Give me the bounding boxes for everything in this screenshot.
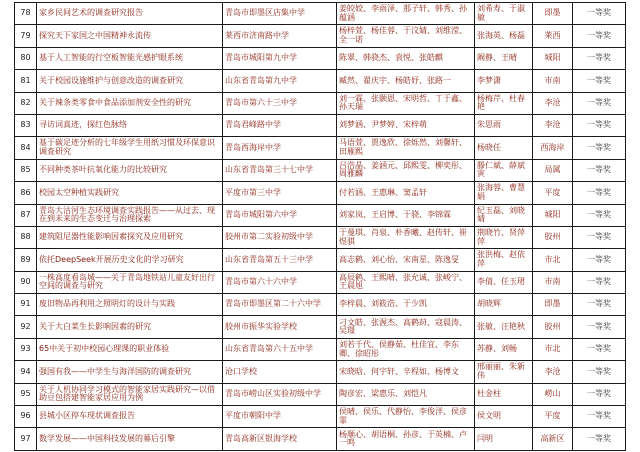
table-row [15, 361, 626, 383]
school-name: 山东省青岛第九中学 [223, 70, 337, 92]
row-number: 81 [15, 70, 37, 92]
row-number: 84 [15, 137, 37, 159]
student-names: 臧然、翟庆宇、杨皓妤、张路一 [337, 70, 475, 92]
district: 莱西 [533, 25, 573, 47]
school-name: 青岛高新区银海学校 [223, 428, 337, 450]
row-number: 97 [15, 428, 37, 450]
award-level: 一等奖 [573, 383, 626, 405]
student-names: 刘梦涵、尹梦婷、宋梓萌 [337, 114, 475, 136]
award-level: 一等奖 [573, 47, 626, 69]
table-row [15, 182, 626, 204]
award-table-body [15, 3, 626, 451]
advisor-names: 荆晓竹、贤萍萍 [475, 226, 533, 248]
table-row [15, 25, 626, 47]
student-names: 付若涵、王惠琳、窦孟轩 [337, 182, 475, 204]
district: 李沧 [533, 361, 573, 383]
project-title: 家乡民间艺术的调查研究报告 [37, 3, 223, 25]
school-name: 胶州市振华实验学校 [223, 316, 337, 338]
project-title: 关于校园设施维护与创意改造的调查研究 [37, 70, 223, 92]
advisor-names: 纪玉磊、刘晓婧 [475, 204, 533, 226]
district: 胶州 [533, 316, 573, 338]
student-names: 高志鹤、刘心怡、宋南星、陈逸旻 [337, 249, 475, 271]
table-row [15, 294, 626, 316]
school-name: 平度市第三中学 [223, 182, 337, 204]
award-level: 一等奖 [573, 338, 626, 360]
district: 即墨 [533, 3, 573, 25]
advisor-names: 阚静、王晴 [475, 47, 533, 69]
award-level: 一等奖 [573, 316, 626, 338]
district: 局属 [533, 159, 573, 181]
project-title: 县城小区停车现状调查报告 [37, 406, 223, 428]
table-row [15, 70, 626, 92]
advisor-names: 胡晓辉 [475, 294, 533, 316]
district: 李沧 [533, 114, 573, 136]
student-names: 刁文皓、张渥杰、高鹤莳、寇晨涛、吴璟 [337, 316, 475, 338]
table-row [15, 137, 626, 159]
district: 市北 [533, 249, 573, 271]
advisor-names: 刘希寿、于淑敏 [475, 3, 533, 25]
project-title: 强国有我——中学生与海洋国防的调查研究 [37, 361, 223, 383]
district: 城阳 [533, 47, 573, 69]
row-number: 83 [15, 114, 37, 136]
school-name: 山东省青岛第三十七中学 [223, 159, 337, 181]
school-name: 莱西市济南路中学 [223, 25, 337, 47]
school-name: 胶州市第二实验初级中学 [223, 226, 337, 248]
advisor-names: 李梦潇 [475, 70, 533, 92]
advisor-names: 杨晓任 [475, 137, 533, 159]
student-names: 刘一霖、张颢恩、宋明哲、丁于鑫、孙天瑞 [337, 92, 475, 114]
row-number: 92 [15, 316, 37, 338]
school-name: 青岛市城阳第九中学 [223, 47, 337, 69]
project-title: 关于大白菜生长影响因素的研究 [37, 316, 223, 338]
row-number: 86 [15, 182, 37, 204]
project-title: 基于人工智能的行空板智能光感护眼系统 [37, 47, 223, 69]
project-title: 建筑阻尼器性能影响因素探究及应用研究 [37, 226, 223, 248]
row-number: 94 [15, 361, 37, 383]
table-row [15, 249, 626, 271]
award-level: 一等奖 [573, 182, 626, 204]
award-level: 一等奖 [573, 137, 626, 159]
table-row [15, 159, 626, 181]
advisor-names: 朱思雨 [475, 114, 533, 136]
school-name: 青岛市第六十三中学 [223, 92, 337, 114]
table-row [15, 204, 626, 226]
row-number: 82 [15, 92, 37, 114]
student-names: 刘家岚、王启博、于骁、李锦霖 [337, 204, 475, 226]
row-number: 79 [15, 25, 37, 47]
project-title: 寻访词真迹，探红色脉络 [37, 114, 223, 136]
district: 市南 [533, 70, 573, 92]
award-level: 一等奖 [573, 114, 626, 136]
project-title: 青岛大沽河生态环境调查实践报告——从过去、现在到未来的生态变迁与治理探索 [37, 204, 223, 226]
student-names: 李梓晨、刘筱浩、于少凯 [337, 294, 475, 316]
award-level: 一等奖 [573, 406, 626, 428]
row-number: 85 [15, 159, 37, 181]
table-row [15, 47, 626, 69]
row-number: 91 [15, 294, 37, 316]
table-row [15, 92, 626, 114]
student-names: 马语萱、贾逸欣、徐烁然、刘馨轩、田雁熙 [337, 137, 475, 159]
school-name: 青岛市即墨区店集中学 [223, 3, 337, 25]
student-names: 陶彦宏、梁惠乐、刘恺凡 [337, 383, 475, 405]
award-level: 一等奖 [573, 226, 626, 248]
row-number: 78 [15, 3, 37, 25]
school-name: 青岛市第六十六中学 [223, 271, 337, 293]
project-title: 数学发展——中国科技发展的幕后引擎 [37, 428, 223, 450]
student-names: 于曼琪、肖泉、朴香曦、赵传轩、崔煜骐 [337, 226, 475, 248]
school-name: 山东省青岛第五十三中学 [223, 249, 337, 271]
award-level: 一等奖 [573, 428, 626, 450]
row-number: 89 [15, 249, 37, 271]
student-names: 杨梓萱、杨佳蓉、于汶婧、刘维滢、全一诺 [337, 25, 475, 47]
award-table [14, 2, 626, 451]
district: 西海岸 [533, 137, 573, 159]
school-name: 青岛君峰路中学 [223, 114, 337, 136]
project-title: 65中关于初中校园心理课的职业体验 [37, 338, 223, 360]
advisor-names: 张海英、杨磊 [475, 25, 533, 47]
award-level: 一等奖 [573, 204, 626, 226]
school-name: 青岛市崂山区实验初级中学 [223, 383, 337, 405]
district: 李沧 [533, 92, 573, 114]
student-names: 姜皎姣、李雨泽、那子轩、韩秀、孙蕴涵 [337, 3, 475, 25]
advisor-names: 李倩、任玉珺 [475, 271, 533, 293]
row-number: 95 [15, 383, 37, 405]
project-title: 关于辣条类零食中食品添加剂安全性的研究 [37, 92, 223, 114]
award-level: 一等奖 [573, 294, 626, 316]
row-number: 90 [15, 271, 37, 293]
award-level: 一等奖 [573, 271, 626, 293]
row-number: 80 [15, 47, 37, 69]
table-row [15, 428, 626, 450]
district: 平度 [533, 406, 573, 428]
row-number: 87 [15, 204, 37, 226]
advisor-names: 张海蓉、曹慧娟 [475, 182, 533, 204]
school-name: 平度市朝阳中学 [223, 406, 337, 428]
advisor-names: 邢丽丽、朱新伟 [475, 361, 533, 383]
project-title: 探究天下家国之中国精神永流传 [37, 25, 223, 47]
advisor-names: 张洪梅、赵依萍 [475, 249, 533, 271]
advisor-names: 侯文明 [475, 406, 533, 428]
table-row [15, 316, 626, 338]
project-title: 废旧物品再利用之照明灯的设计与实践 [37, 294, 223, 316]
school-name: 沧口学校 [223, 361, 337, 383]
award-level: 一等奖 [573, 3, 626, 25]
award-level: 一等奖 [573, 25, 626, 47]
student-names: 杨顺心、胡语桐、孙彦、于英楠、卢一鸣 [337, 428, 475, 450]
table-row [15, 338, 626, 360]
student-names: 侯晴、侯乐、代静怡、李俊洋、侯彦霏 [337, 406, 475, 428]
award-level: 一等奖 [573, 249, 626, 271]
district: 平度 [533, 182, 573, 204]
table-row [15, 271, 626, 293]
student-names: 陈翠、韩骁杰、袁悦、张皓麒 [337, 47, 475, 69]
student-names: 吕浩晶、姜涵元、邱熙雯、柳奕彤、周雅麟 [337, 159, 475, 181]
row-number: 88 [15, 226, 37, 248]
advisor-names: 闫明 [475, 428, 533, 450]
school-name: 山东省青岛第六十五中学 [223, 338, 337, 360]
award-level: 一等奖 [573, 92, 626, 114]
district: 即墨 [533, 294, 573, 316]
advisor-names: 杨梅芹、杜春艳 [475, 92, 533, 114]
district: 高新区 [533, 428, 573, 450]
project-title: 校园太空种植实践研究 [37, 182, 223, 204]
table-row [15, 3, 626, 25]
district: 胶州 [533, 226, 573, 248]
district: 市南 [533, 271, 573, 293]
project-title: 依托DeepSeek开展历史文化的学习研究 [37, 249, 223, 271]
district: 崂山 [533, 383, 573, 405]
table-row [15, 406, 626, 428]
school-name: 青岛西海岸中学 [223, 137, 337, 159]
award-level: 一等奖 [573, 159, 626, 181]
district: 市北 [533, 338, 573, 360]
student-names: 高辰鹤、王熙晴、张允诚、张峻宁、王晨旭 [337, 271, 475, 293]
award-level: 一等奖 [573, 70, 626, 92]
advisor-names: 杜金柱 [475, 383, 533, 405]
award-level: 一等奖 [573, 361, 626, 383]
advisor-names: 滕仁斌、薛斌寅 [475, 159, 533, 181]
district: 城阳 [533, 204, 573, 226]
school-name: 青岛市即墨区第二十六中学 [223, 294, 337, 316]
table-row [15, 383, 626, 405]
row-number: 96 [15, 406, 37, 428]
advisor-names: 张敏、汪艳秋 [475, 316, 533, 338]
row-number: 93 [15, 338, 37, 360]
project-title: 不同种类茶叶抗氧化能力的比较研究 [37, 159, 223, 181]
table-row [15, 114, 626, 136]
school-name: 青岛市城阳第六中学 [223, 204, 337, 226]
project-title: 一株高度看岛城——关于青岛地铁站儿童友好出行空间的调查与研究 [37, 271, 223, 293]
project-title: 关于人机协同学习模式的智能家居实践研究—以借助豆包搭建智能家居应用为例 [37, 383, 223, 405]
table-row [15, 226, 626, 248]
student-names: 宋晓晗、何宇轩、辛程如、杨博文 [337, 361, 475, 383]
student-names: 刘若千代、侯静茹、杜佳宜、李东卿、徐昭彤 [337, 338, 475, 360]
advisor-names: 苏静、刘畅 [475, 338, 533, 360]
project-title: 基于碳足迹分析的七年级学生用纸习惯及环保意识调查研究 [37, 137, 223, 159]
